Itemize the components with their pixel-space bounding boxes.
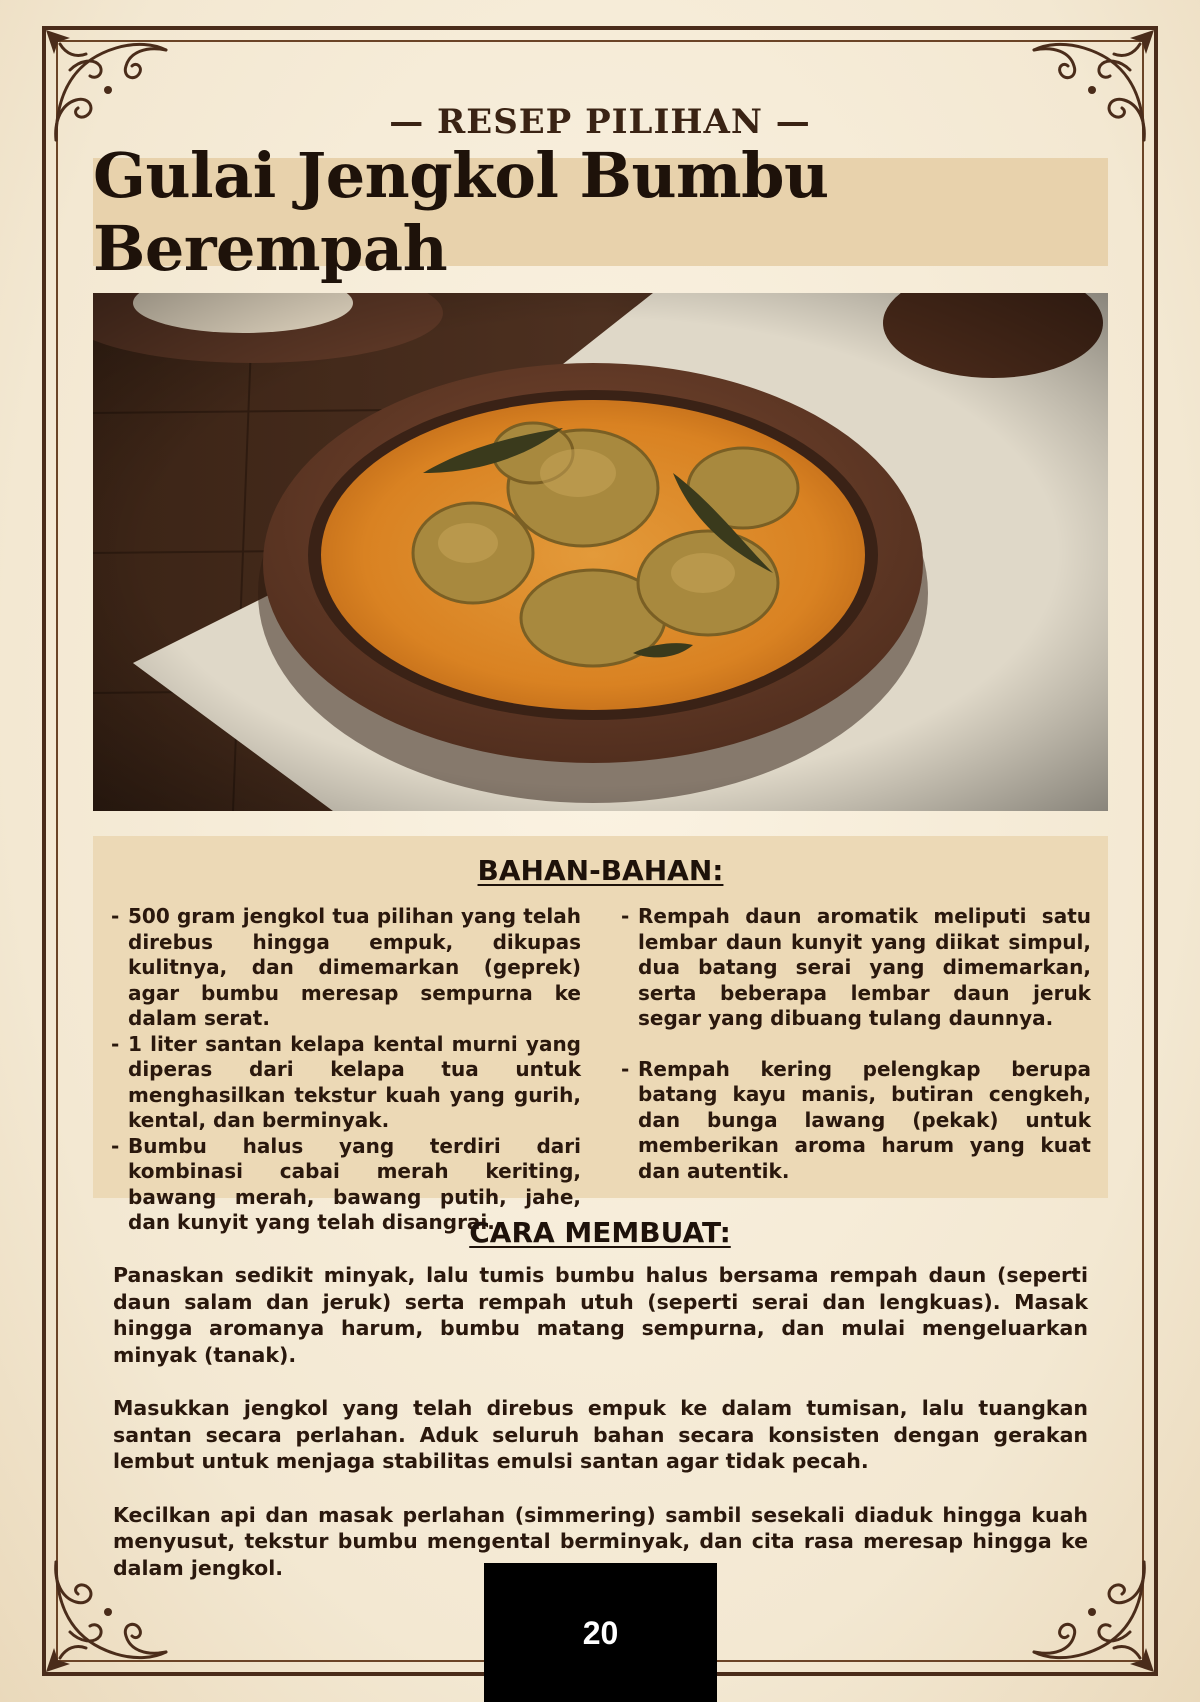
ingredient-item: - Rempah kering pelengkap berupa batang kayu manis, butiran cengkeh, dan bunga lawang (pekak) untuk memberikan aroma harum yang kuat dan autentik. xyxy=(621,1057,1091,1185)
page-number: 20 xyxy=(582,1615,619,1651)
method-heading: CARA MEMBUAT: xyxy=(469,1216,731,1249)
ingredients-heading: BAHAN-BAHAN: xyxy=(477,854,724,887)
ingredient-item: - 500 gram jengkol tua pilihan yang telah direbus hingga empuk, dikupas kulitnya, dan dimemarkan (geprek) agar bumbu meresap sempurna ke dalam serat. xyxy=(111,904,581,1032)
method-step: Kecilkan api dan masak perlahan (simmering) sambil sesekali diaduk hingga kuah menyusut, tekstur bumbu mengental berminyak, dan cita rasa meresap hingga ke dalam jengkol. xyxy=(113,1502,1088,1580)
ingredient-item: - 1 liter santan kelapa kental murni yang diperas dari kelapa tua untuk menghasilkan tekstur kuah yang gurih, kental, dan berminyak. xyxy=(111,1032,581,1134)
dish-photo xyxy=(93,293,1108,811)
ingredient-item: - Rempah daun aromatik meliputi satu lembar daun kunyit yang diikat simpul, dua batang serai yang dimemarkan, serta beberapa lembar daun jeruk segar yang dibuang tulang daunnya. xyxy=(621,904,1091,1032)
title-band xyxy=(93,139,1108,285)
ingredient-item: - Bumbu halus yang terdiri dari kombinasi cabai merah keriting, bawang merah, bawang putih, jahe, dan kunyit yang telah disangrai. xyxy=(111,1134,581,1236)
method-step: Panaskan sedikit minyak, lalu tumis bumbu halus bersama rempah daun (seperti daun salam dan jeruk) serta rempah utuh (seperti serai dan lengkuas). Masak hingga aromanya harum, bumbu matang sempurna, dan mulai mengeluarkan minyak (tanak). xyxy=(113,1263,1088,1367)
method-steps xyxy=(113,1262,1088,1608)
page-title: Gulai Jengkol Bumbu Berempah xyxy=(93,139,829,285)
ingredients-column-left xyxy=(111,904,581,1236)
page-number-box xyxy=(484,1563,717,1702)
method-step: Masukkan jengkol yang telah direbus empuk ke dalam tumisan, lalu tuangkan santan secara perlahan. Aduk seluruh bahan secara konsisten dengan gerakan lembut untuk menjaga stabilitas emulsi santan agar tidak pecah. xyxy=(113,1396,1088,1473)
ingredients-column-right xyxy=(621,904,1091,1184)
recipe-eyebrow: — RESEP PILIHAN — xyxy=(389,102,811,142)
